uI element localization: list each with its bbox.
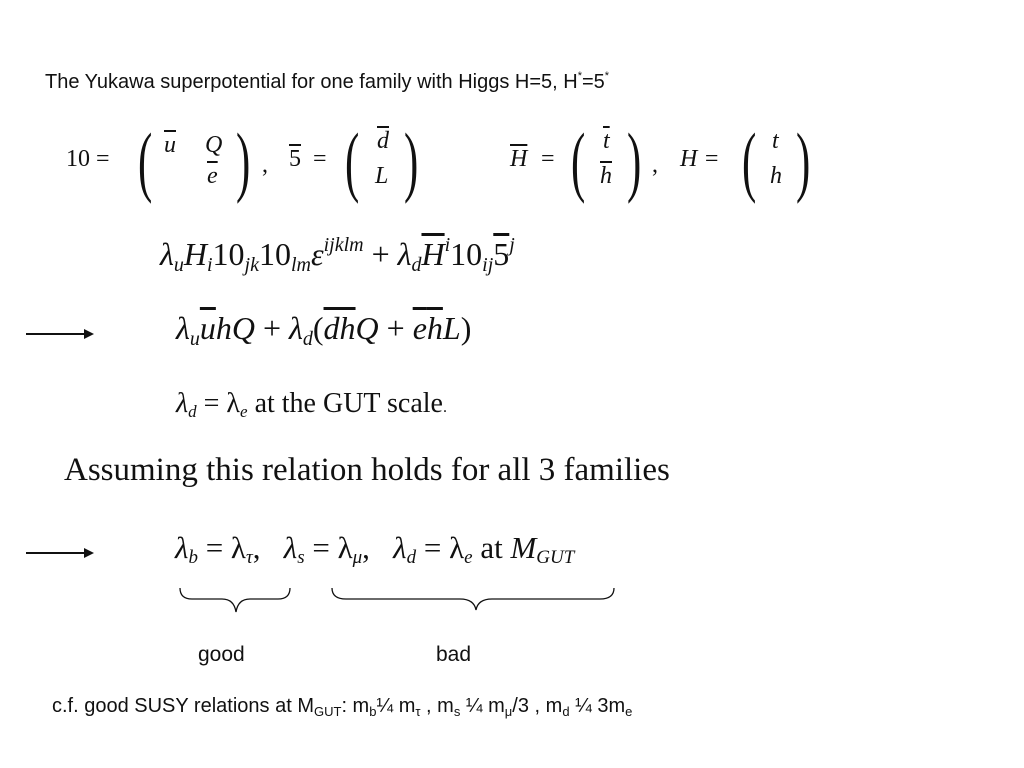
ten-Q: Q bbox=[205, 132, 223, 158]
comma: , bbox=[262, 152, 268, 178]
right-paren-icon: ) bbox=[404, 117, 419, 204]
hbar-hbar: $\overline{h}$ bbox=[600, 163, 612, 189]
bad-brace-icon bbox=[332, 588, 614, 610]
family-relations: $\lambda_b = \lambda_\tau$, $\lambda_s = \lambda_\mu$, $\lambda_d = \lambda_e$ at $M_{GUT}$ bbox=[175, 530, 575, 568]
component-equation: $\lambda_u\overline{u}hQ + \lambda_d(\overline{dh}Q + \overline{e}\overline{h}L)$ bbox=[176, 310, 472, 350]
h-lhs: H = bbox=[680, 146, 720, 172]
underbraces bbox=[170, 585, 630, 621]
good-brace-icon bbox=[180, 588, 290, 612]
five-dbar: $\overline{d}$ bbox=[377, 128, 389, 154]
gut-scale-relation: $\lambda_d = \lambda_e$ at the GUT scale. bbox=[176, 388, 447, 421]
equals: = bbox=[541, 146, 555, 172]
right-paren-icon: ) bbox=[796, 117, 811, 204]
five-bar: 5 bbox=[289, 146, 301, 172]
comma: , bbox=[652, 152, 658, 178]
left-paren-icon: ( bbox=[742, 117, 757, 204]
right-paren-icon: ) bbox=[236, 117, 251, 204]
h-h: h bbox=[770, 163, 782, 189]
right-paren-icon: ) bbox=[627, 117, 642, 204]
h-t: t bbox=[772, 128, 779, 154]
left-paren-icon: ( bbox=[571, 117, 586, 204]
hbar-lhs: $\overline{H}$ bbox=[510, 146, 528, 172]
five-L: L bbox=[375, 163, 389, 189]
ten-ebar: $\overline{e}$ bbox=[207, 163, 218, 189]
left-paren-icon: ( bbox=[345, 117, 360, 204]
assumption-text: Assuming this relation holds for all 3 families bbox=[64, 452, 670, 488]
equals: = bbox=[313, 146, 327, 172]
ten-lhs: 10 = bbox=[66, 146, 110, 172]
susy-relations-note: c.f. good SUSY relations at $M_{GUT}$: $m_b\frac{1}{4}$ $m_\tau$ , $m_s$ ¼ $m_\mu/3$ , $m_d$ ¼ $3m_e$ bbox=[52, 695, 633, 719]
hbar-tbar: $\overline{t}$ bbox=[603, 128, 610, 154]
superpotential-equation: $\lambda_uH_i10_{jk}10_{lm}\varepsilon^{ijklm} + \lambda_d\overline{H}^i10_{ij}5^j$ bbox=[160, 234, 515, 276]
ten-ubar: $\overline{u}$ bbox=[164, 132, 176, 158]
right-arrow-icon bbox=[26, 552, 92, 554]
right-arrow-icon bbox=[26, 333, 92, 335]
bad-label: bad bbox=[436, 643, 472, 666]
left-paren-icon: ( bbox=[138, 117, 153, 204]
slide-title: The Yukawa superpotential for one family with Higgs H=5, H*=5* bbox=[45, 70, 610, 93]
good-label: good bbox=[198, 643, 245, 666]
